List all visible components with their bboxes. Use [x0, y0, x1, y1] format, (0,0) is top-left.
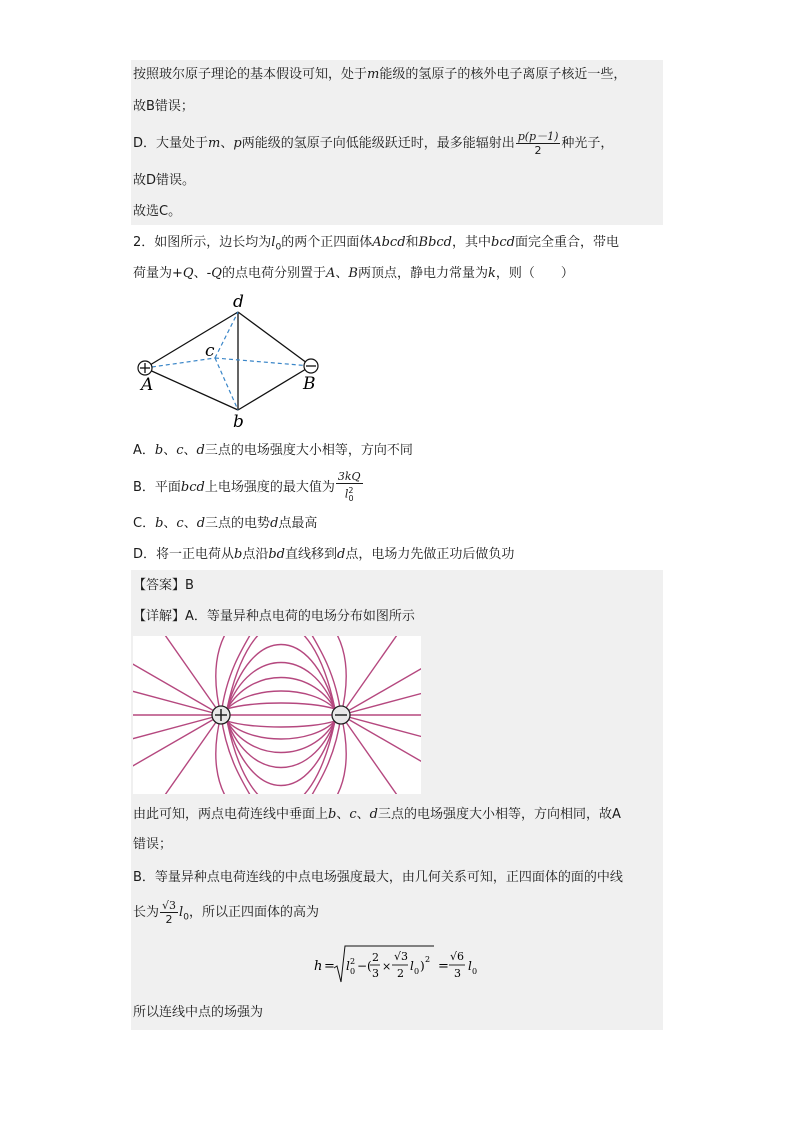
svg-text:=: =: [438, 959, 449, 974]
svg-text:√6: √6: [450, 950, 465, 963]
svg-text:2: 2: [397, 967, 404, 980]
label-A: A: [141, 375, 154, 395]
option-a: A．b、c、d三点的电场强度大小相等，方向不同: [133, 443, 413, 458]
dashed-c-b: [215, 358, 238, 410]
explanation-head: 【详解】A．等量异种点电荷的电场分布如图所示: [133, 609, 415, 624]
svg-text:0: 0: [472, 967, 478, 976]
svg-text:2: 2: [350, 957, 356, 966]
label-B: B: [303, 374, 316, 394]
option-d: D．将一正电荷从b点沿bd直线移到d点，电场力先做正功后做负功: [133, 547, 515, 562]
tetrahedron-diagram: [131, 290, 331, 430]
charge-plus-icon: [138, 361, 152, 375]
negative-charge-icon: [332, 706, 350, 724]
svg-text:l: l: [468, 959, 472, 973]
label-d: d: [233, 292, 244, 312]
explanation-b-2: 长为 $\frac{√3}{2}$ $l_0$，所以正四面体的高为: [133, 899, 319, 926]
field-lines-figure: [133, 636, 421, 794]
explanation-b-1: B．等量异种点电荷连线的中点电场强度最大，由几何关系可知，正四面体的面的中线: [133, 870, 623, 885]
svg-text:=: =: [324, 959, 335, 974]
charge-minus-icon: [304, 359, 318, 373]
bohr-line-5: 故选C。: [133, 204, 182, 219]
label-b: b: [233, 412, 244, 430]
svg-text:l: l: [346, 959, 350, 973]
svg-text:h: h: [314, 959, 323, 974]
fraction: $\frac{p(p-1)}{2}$: [517, 130, 559, 157]
fraction: $\frac{√3}{2}$: [162, 899, 177, 926]
explanation-last: 所以连线中点的场强为: [133, 1005, 264, 1020]
svg-text:√3: √3: [394, 950, 409, 963]
svg-text:2: 2: [425, 955, 431, 964]
bohr-option-d: D．大量处于m、p两能级的氢原子向低能级跃迁时，最多能辐射出 $\frac{p(p-1)}{2}$ 种光子，: [133, 130, 614, 157]
bohr-line-4: 故D错误。: [133, 173, 196, 188]
question-line-1: 2．如图所示，边长均为$l_0$的两个正四面体Abcd和Bbcd，其中bcd面完全重合，带电: [133, 235, 619, 253]
svg-text:−(: −(: [357, 959, 372, 973]
height-formula: [310, 940, 490, 986]
label-c: c: [205, 341, 215, 361]
svg-text:3: 3: [454, 967, 461, 980]
edge-A-b: [145, 368, 238, 410]
explanation-after-1: 由此可知，两点电荷连线中垂面上b、c、d三点的电场强度大小相等，方向相同，故A: [133, 807, 621, 822]
fraction: $\frac{3kQ}{l^2_0}$: [337, 470, 361, 503]
positive-charge-icon: [212, 706, 230, 724]
option-b: B．平面bcd上电场强度的最大值为 $\frac{3kQ}{l^2_0}$: [133, 470, 361, 503]
dashed-c-B: [215, 358, 311, 366]
svg-text:2: 2: [372, 951, 379, 964]
svg-text:l: l: [410, 959, 414, 973]
bohr-line-1: 按照玻尔原子理论的基本假设可知，处于m能级的氢原子的核外电子离原子核近一些，: [133, 67, 627, 82]
svg-text:3: 3: [372, 967, 379, 980]
explanation-after-2: 错误；: [133, 837, 173, 852]
answer-label: 【答案】B: [133, 578, 194, 593]
bohr-line-2: 故B错误；: [133, 99, 194, 114]
svg-text:0: 0: [414, 967, 420, 976]
edge-A-d: [145, 312, 238, 368]
question-line-2: 荷量为+Q、-Q的点电荷分别置于A、B两顶点，静电力常量为k，则（ ）: [133, 266, 574, 281]
svg-text:): ): [420, 959, 425, 973]
edge-b-B: [238, 366, 311, 410]
option-c: C．b、c、d三点的电势d点最高: [133, 516, 318, 531]
svg-text:×: ×: [382, 960, 392, 973]
svg-text:0: 0: [350, 967, 356, 976]
edge-d-B: [238, 312, 311, 366]
